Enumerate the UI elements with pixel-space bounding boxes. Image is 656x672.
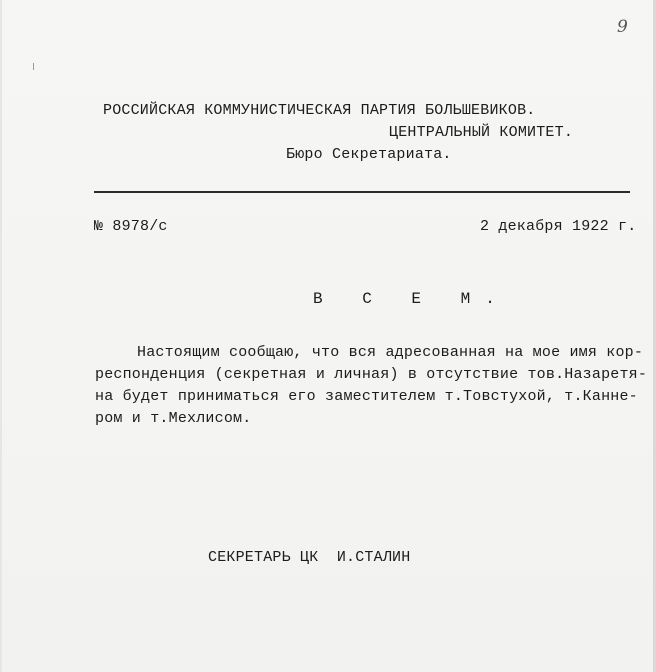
page-left-edge [0, 0, 2, 672]
body-line: Настоящим сообщаю, что вся адресованная на мое имя кор- [137, 344, 644, 361]
body-line: респонденция (секретная и личная) в отсутствие тов.Назаретя- [95, 366, 648, 383]
signature: СЕКРЕТАРЬ ЦК И.СТАЛИН [208, 549, 411, 566]
header-secretariat-bureau: Бюро Секретариата. [286, 146, 452, 163]
addressee: В С Е М. [313, 290, 510, 308]
body-line: на будет приниматься его заместителем т.Товстухой, т.Каннe- [95, 388, 638, 405]
body-line: ром и т.Мехлисом. [95, 410, 252, 427]
reference-number: № 8978/с [94, 218, 168, 235]
margin-mark [33, 63, 34, 70]
document-date: 2 декабря 1922 г. [480, 218, 637, 235]
header-divider [94, 191, 630, 193]
page-number: 9 [617, 17, 628, 37]
header-central-committee: ЦЕНТРАЛЬНЫЙ КОМИТЕТ. [389, 124, 574, 141]
header-party-name: РОССИЙСКАЯ КОММУНИСТИЧЕСКАЯ ПАРТИЯ БОЛЬШЕВИКОВ. [103, 102, 536, 119]
